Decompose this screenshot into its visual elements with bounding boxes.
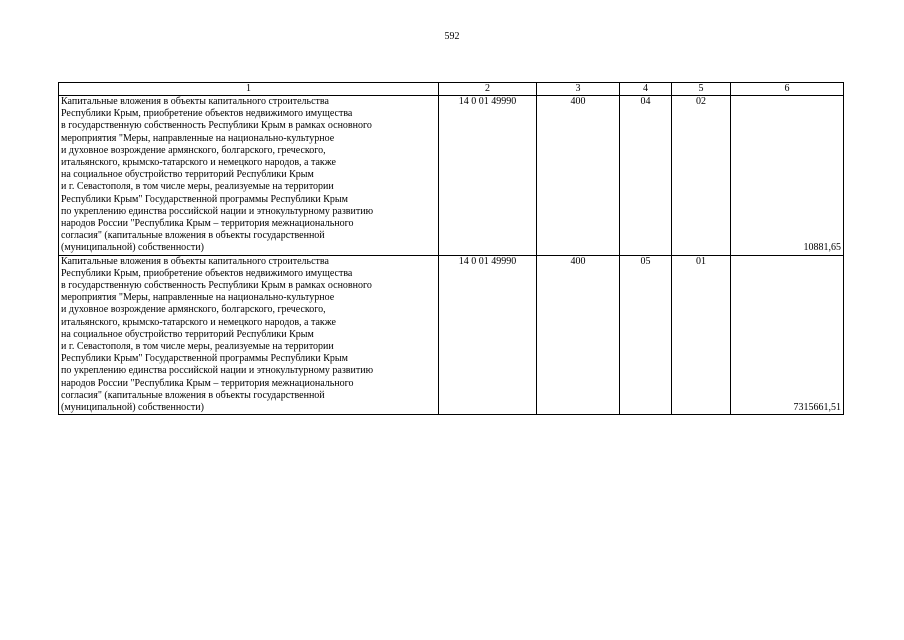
row-section: 05 <box>620 255 672 415</box>
row-section: 04 <box>620 96 672 256</box>
budget-table <box>58 82 844 415</box>
column-header-3: 3 <box>537 83 620 96</box>
row-expense-type: 400 <box>537 96 620 256</box>
row-subsection: 02 <box>672 96 731 256</box>
column-header-6: 6 <box>731 83 844 96</box>
table-row <box>59 96 844 256</box>
row-amount: 10881,65 <box>731 96 844 256</box>
page-number: 592 <box>444 31 460 42</box>
row-expense-type: 400 <box>537 255 620 415</box>
table-row <box>59 255 844 415</box>
row-target-code: 14 0 01 49990 <box>439 96 537 256</box>
row-target-code: 14 0 01 49990 <box>439 255 537 415</box>
column-header-4: 4 <box>620 83 672 96</box>
row-description: Капитальные вложения в объекты капитального строительства Республики Крым, приобретение объектов недвижимого имущества в государственную собственность Республики Крым в рамках основного мероприятия "Меры, направленные на национально-культурное и духовное возрождение армянского, болгарского, греческого, итальянского, крымско-татарского и немецкого народов, а также на социальное обустройство территорий Республики Крым и г. Севастополя, в том числе меры, реализуемые на территории Республики Крым" Государственной программы Республики Крым по укреплению единства российской нации и этнокультурному развитию народов России "Республика Крым – территория межнационального согласия" (капитальные вложения в объекты государственной (муниципальной) собственности) <box>59 96 439 256</box>
row-subsection: 01 <box>672 255 731 415</box>
row-description: Капитальные вложения в объекты капитального строительства Республики Крым, приобретение объектов недвижимого имущества в государственную собственность Республики Крым в рамках основного мероприятия "Меры, направленные на национально-культурное и духовное возрождение армянского, болгарского, греческого, итальянского, крымско-татарского и немецкого народов, а также на социальное обустройство территорий Республики Крым и г. Севастополя, в том числе меры, реализуемые на территории Республики Крым" Государственной программы Республики Крым по укреплению единства российской нации и этнокультурному развитию народов России "Республика Крым – территория межнационального согласия" (капитальные вложения в объекты государственной (муниципальной) собственности) <box>59 255 439 415</box>
row-amount: 7315661,51 <box>731 255 844 415</box>
column-header-1: 1 <box>59 83 439 96</box>
column-header-5: 5 <box>672 83 731 96</box>
column-header-2: 2 <box>439 83 537 96</box>
table-header-row <box>59 83 844 96</box>
